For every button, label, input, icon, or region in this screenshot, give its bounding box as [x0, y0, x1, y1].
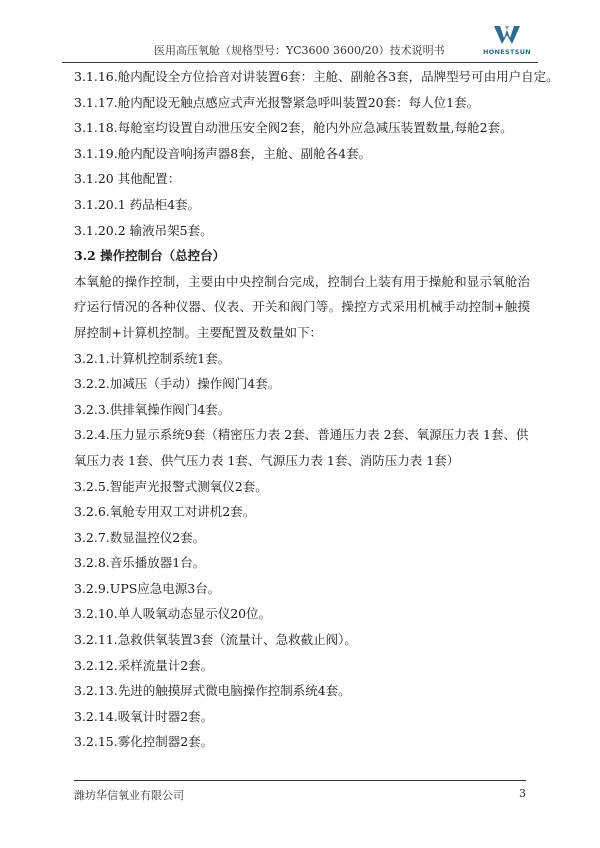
- list-item: 3.2.1.计算机控制系统1套。: [74, 350, 231, 366]
- list-item: 3.2.13.先进的触摸屏式微电脑操作控制系统4套。: [74, 683, 351, 699]
- page-header: [62, 36, 538, 63]
- list-item: 3.2.6.氧舱专用双工对讲机2套。: [74, 504, 256, 520]
- list-item: 3.2.5.智能声光报警式测氧仪2套。: [74, 478, 268, 494]
- list-item-pressure-line-2: 氧压力表 1套、供气压力表 1套、气源压力表 1套、消防压力表 1套）: [74, 452, 460, 468]
- footer-company: 潍坊华信氧业有限公司: [74, 789, 184, 802]
- list-item: 3.2.8.音乐播放器1台。: [74, 555, 206, 571]
- document-body: [74, 64, 559, 755]
- logo-text: HONESTSUN: [482, 48, 532, 56]
- document-title: 医用高压氧舱（规格型号：YC3600 3600/20）技术说明书: [154, 44, 445, 57]
- list-item: 3.1.20.2 输液吊架5套。: [74, 222, 213, 238]
- logo-mark-icon: [492, 24, 522, 46]
- list-item: 3.2.3.供排氧操作阀门4套。: [74, 401, 231, 417]
- list-item: 3.2.7.数显温控仪2套。: [74, 529, 206, 545]
- section-heading: 3.2 操作控制台（总控台）: [74, 248, 226, 264]
- page-number: 3: [519, 787, 526, 800]
- list-item: 3.1.18.每舱室均设置自动泄压安全阀2套，舱内外应急减压装置数量,每舱2套。: [74, 120, 513, 136]
- list-item: 3.2.10.单人吸氧动态显示仪20位。: [74, 606, 272, 622]
- list-item-pressure-line-1: 3.2.4.压力显示系统9套（精密压力表 2套、普通压力表 2套、氧源压力表 1套、供: [74, 427, 529, 443]
- page-footer: [74, 780, 526, 801]
- list-item: 3.2.15.雾化控制器2套。: [74, 734, 214, 750]
- list-item: 3.1.17.舱内配设无触点感应式声光报警紧急呼叫装置20套：每人位1套。: [74, 94, 480, 110]
- list-item: 3.1.19.舱内配设音响扬声器8套，主舱、副舱各4套。: [74, 145, 372, 161]
- section-paragraph: 本氧舱的操作控制，主要由中央控制台完成，控制台上装有用于操舱和显示氧舱治疗运行情况的各种仪器、仪表、开关和阀门等。操控方式采用机械手动控制+触摸屏控制+计算机控制。主要配置及数量如下：: [74, 273, 530, 340]
- list-item: 3.2.11.急救供氧装置3套（流量计、急救截止阀）。: [74, 632, 357, 648]
- list-item: 3.2.9.UPS应急电源3台。: [74, 580, 221, 596]
- list-item: 3.2.14.吸氧计时器2套。: [74, 708, 214, 724]
- list-item: 3.1.16.舱内配设全方位拾音对讲装置6套：主舱、副舱各3套，品牌型号可由用户自定。: [74, 69, 559, 84]
- list-item: 3.2.2.加减压（手动）操作阀门4套。: [74, 376, 281, 392]
- company-logo: [476, 24, 538, 58]
- list-item: 3.1.20.1 药品柜4套。: [74, 196, 201, 212]
- list-item: 3.1.20 其他配置：: [74, 171, 181, 187]
- list-item: 3.2.12.采样流量计2套。: [74, 657, 214, 673]
